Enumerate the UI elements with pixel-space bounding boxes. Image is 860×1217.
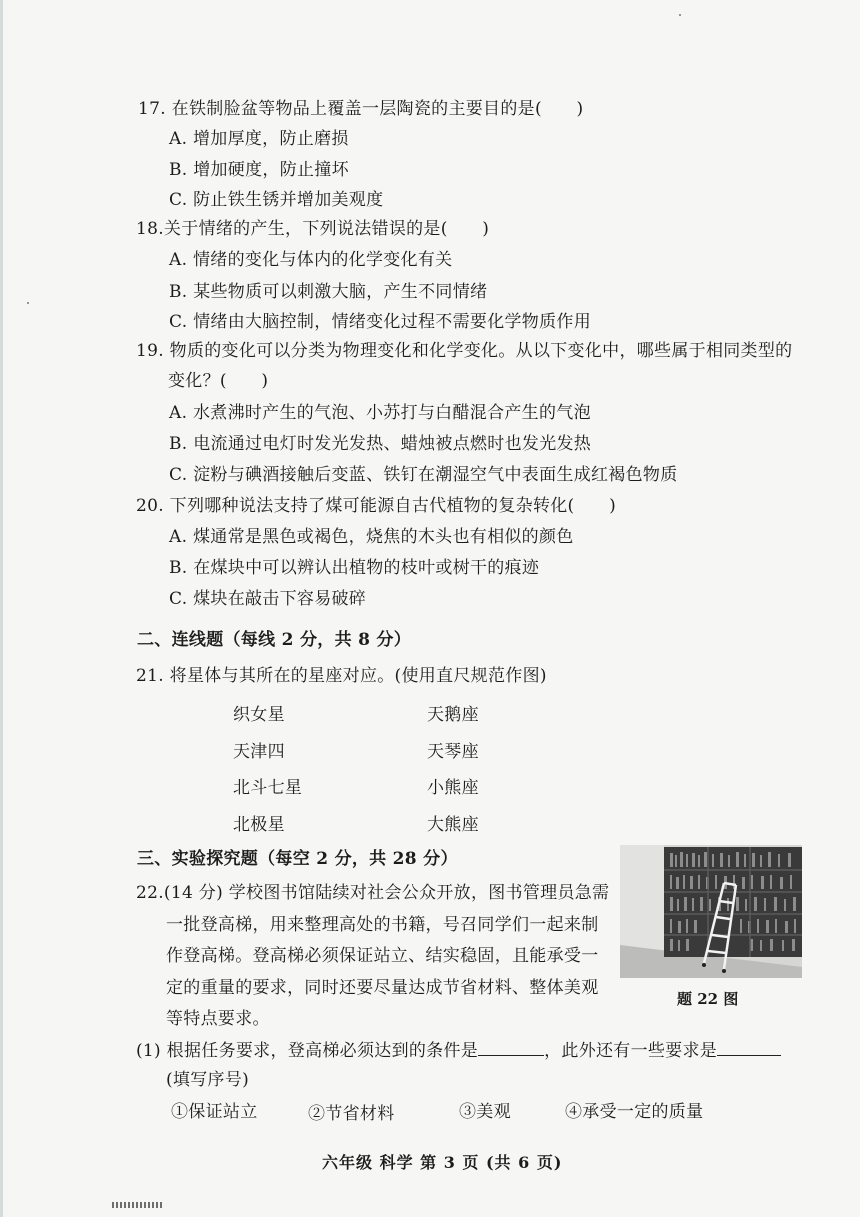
q18-option-c: C. 情绪由大脑控制，情绪变化过程不需要化学物质作用 xyxy=(169,312,592,332)
q18-option-b: B. 某些物质可以刺激大脑，产生不同情绪 xyxy=(169,282,488,302)
q21-stem: 21. 将星体与其所在的星座对应。(使用直尺规范作图) xyxy=(136,666,547,686)
q22-line: 一批登高梯，用来整理高处的书籍，号召同学们一起来制 xyxy=(166,915,599,935)
section2-heading: 二、连线题（每线 2 分，共 8 分） xyxy=(137,630,412,650)
q19-option-c: C. 淀粉与碘酒接触后变蓝、铁钉在潮湿空气中表面生成红褐色物质 xyxy=(169,465,678,485)
constellation-item: 天琴座 xyxy=(427,742,479,762)
answer-blank-1[interactable] xyxy=(478,1038,544,1056)
scan-speck xyxy=(679,14,681,16)
q22-line: 22.(14 分) 学校图书馆陆续对社会公众开放，图书管理员急需 xyxy=(136,883,610,903)
star-item: 天津四 xyxy=(233,742,285,762)
q22-sub1-hint: (填写序号) xyxy=(166,1070,250,1090)
q22-sub1 xyxy=(136,1038,781,1063)
q17-option-c: C. 防止铁生锈并增加美观度 xyxy=(169,190,384,210)
q18-stem: 18.关于情绪的产生，下列说法错误的是( ) xyxy=(136,219,490,239)
q17-option-a: A. 增加厚度，防止磨损 xyxy=(169,129,349,149)
q22-line: 定的重量的要求，同时还要尽量达成节省材料、整体美观 xyxy=(166,978,599,998)
q19-option-b: B. 电流通过电灯时发光发热、蜡烛被点燃时也发光发热 xyxy=(169,434,592,454)
figure-caption: 题 22 图 xyxy=(677,990,739,1008)
q22-line: 作登高梯。登高梯必须保证站立、结实稳固，且能承受一 xyxy=(166,946,599,966)
q17-stem: 17. 在铁制脸盆等物品上覆盖一层陶瓷的主要目的是( ) xyxy=(138,99,584,119)
scan-speck xyxy=(27,302,29,304)
q17-option-b: B. 增加硬度，防止撞坏 xyxy=(169,160,349,180)
scan-edge xyxy=(0,0,3,1217)
q22-line: 等特点要求。 xyxy=(166,1009,270,1029)
answer-blank-2[interactable] xyxy=(717,1038,781,1056)
q19-stem-line1: 19. 物质的变化可以分类为物理变化和化学变化。从以下变化中，哪些属于相同类型的 xyxy=(136,341,793,361)
constellation-item: 天鹅座 xyxy=(427,705,479,725)
q19-stem-line2: 变化？( ) xyxy=(168,371,269,391)
option-item: ①保证站立 xyxy=(171,1102,258,1122)
q19-option-a: A. 水煮沸时产生的气泡、小苏打与白醋混合产生的气泡 xyxy=(169,403,591,423)
q20-stem: 20. 下列哪种说法支持了煤可能源自古代植物的复杂转化( ) xyxy=(136,496,617,516)
page-footer: 六年级 科学 第 3 页 (共 6 页) xyxy=(322,1153,563,1172)
constellation-item: 大熊座 xyxy=(427,815,479,835)
option-item: ③美观 xyxy=(459,1102,511,1122)
star-item: 北极星 xyxy=(233,815,285,835)
constellation-item: 小熊座 xyxy=(427,778,479,798)
section3-heading: 三、实验探究题（每空 2 分，共 28 分） xyxy=(137,849,458,869)
q20-option-b: B. 在煤块中可以辨认出植物的枝叶或树干的痕迹 xyxy=(169,558,540,578)
scan-mark xyxy=(112,1202,164,1208)
q18-option-a: A. 情绪的变化与体内的化学变化有关 xyxy=(169,250,453,270)
q20-option-a: A. 煤通常是黑色或褐色，烧焦的木头也有相似的颜色 xyxy=(169,527,574,547)
q20-option-c: C. 煤块在敲击下容易破碎 xyxy=(169,589,367,609)
library-ladder-photo xyxy=(620,845,802,978)
option-item: ②节省材料 xyxy=(308,1104,395,1124)
star-item: 北斗七星 xyxy=(233,778,303,798)
q22-sub1-text-part1: (1) 根据任务要求，登高梯必须达到的条件是 xyxy=(136,1041,479,1061)
star-item: 织女星 xyxy=(233,705,285,725)
option-item: ④承受一定的质量 xyxy=(565,1102,704,1122)
q22-sub1-text-part2: ，此外还有一些要求是 xyxy=(544,1041,718,1061)
